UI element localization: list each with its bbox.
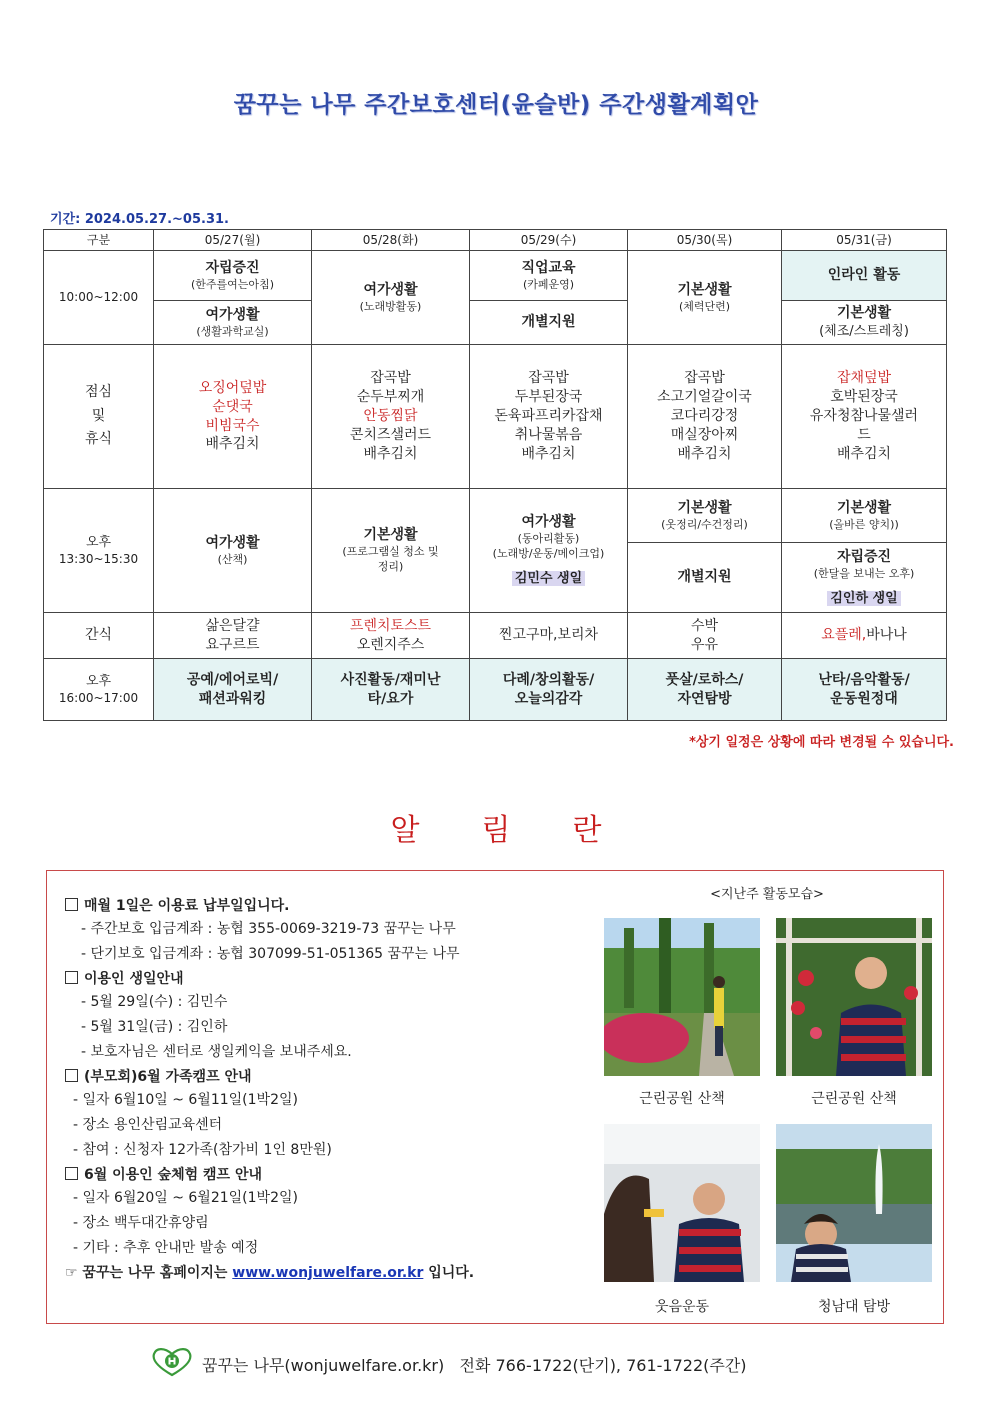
snack-item: 우유 (690, 636, 719, 653)
notice-heading-text: (부모회)6월 가족캠프 안내 (84, 1069, 252, 1085)
afternoon-label-1: 오후 (85, 534, 112, 550)
checkbox-icon (65, 971, 78, 984)
wed-snack: 찐고구마,보리차 (470, 613, 628, 659)
menu-item: 돈육파프리카잡채 (494, 408, 603, 425)
notice-heading (65, 895, 595, 915)
col-header-tue: 05/28(화) (312, 230, 470, 251)
menu-item: 취나물볶음 (514, 426, 583, 443)
activity-detail: (옷정리/수건정리) (661, 517, 748, 531)
program-line: 다례/창의활동/ (502, 671, 595, 688)
menu-item: 유자청참나물샐러 (809, 408, 919, 425)
menu-item: 배추김치 (363, 445, 418, 462)
schedule-change-note: *상기 일정은 상황에 따라 변경될 수 있습니다. (689, 735, 954, 750)
program-line: 사진활동/재미난 (340, 671, 441, 688)
notice-item: - 보호자님은 센터로 생일케익을 보내주세요. (81, 1044, 352, 1060)
wed-afternoon (470, 489, 628, 613)
menu-item: 잡채덮밥 (836, 370, 892, 387)
lunch-label-1: 점심 (84, 383, 113, 400)
notice-item: - 참여 : 신청자 12가족(참가비 1인 8만원) (73, 1142, 332, 1158)
activity-title: 여가생활 (205, 306, 260, 323)
thu-late (628, 659, 782, 721)
program-line: 공예/에어로빅/ (186, 671, 279, 688)
fri-morning-bottom (782, 301, 947, 345)
checkbox-icon (65, 1069, 78, 1082)
menu-item: 비빔국수 (205, 417, 260, 434)
notice-item: - 기타 : 추후 안내만 발송 예정 (73, 1240, 259, 1256)
notice-heading-text: 6월 이용인 숲체험 캠프 안내 (84, 1167, 263, 1183)
birthday-badge: 김인하 생일 (827, 591, 900, 606)
header-row (44, 230, 947, 251)
menu-item: 오징어덮밥 (198, 379, 267, 396)
activity-title: 개별지원 (521, 314, 576, 331)
lunch-label-3: 휴식 (84, 431, 113, 448)
col-header-thu: 05/30(목) (628, 230, 782, 251)
homepage-prefix: ☞ 꿈꾸는 나무 홈페이지는 (65, 1265, 228, 1281)
menu-item: 순두부찌개 (356, 389, 425, 406)
menu-item: 소고기얼갈이국 (657, 389, 752, 406)
snack-item: 수박 (690, 617, 719, 634)
late-label (44, 659, 154, 721)
snack-label: 간식 (44, 613, 154, 659)
activity-detail: (프로그램실 청소 및 (342, 545, 439, 559)
page-title: 꿈꾸는 나무 주간보호센터(윤슬반) 주간생활계획안 (233, 92, 759, 118)
activity-title: 여가생활 (205, 534, 260, 551)
snack-row (44, 613, 947, 659)
birthday-wrap (784, 590, 944, 608)
fri-snack (782, 613, 947, 659)
tue-morning (312, 251, 470, 345)
activity-title: 인라인 활동 (827, 267, 901, 284)
activity-detail: (산책) (217, 552, 248, 566)
mon-morning-bottom (154, 301, 312, 345)
wed-morning-bottom (470, 301, 628, 345)
activity-photo-park-1 (604, 918, 760, 1076)
photo-caption: 근린공원 산책 (639, 1091, 725, 1107)
activity-detail: (생활과학교실) (196, 324, 269, 338)
notice-item: - 단기보호 입금계좌 : 농협 307099-51-051365 꿈꾸는 나무 (81, 946, 460, 962)
late-row (44, 659, 947, 721)
afternoon-label (44, 489, 154, 613)
thu-lunch-menu (628, 345, 782, 489)
activity-title: 개별지원 (677, 569, 732, 586)
activity-detail: (한주를여는아침) (191, 277, 274, 291)
lunch-row (44, 345, 947, 489)
menu-item: 배추김치 (836, 445, 892, 462)
mon-snack (154, 613, 312, 659)
notice-box (46, 870, 944, 1324)
weekly-schedule-table (43, 229, 947, 721)
program-line: 자연탐방 (677, 690, 732, 707)
notice-heading (65, 1066, 595, 1086)
program-line: 난타/음악활동/ (818, 671, 910, 688)
mon-afternoon (154, 489, 312, 613)
lunch-label-2: 및 (91, 407, 106, 424)
activity-title: 기본생활 (836, 305, 892, 322)
snack-item: 바나나 (866, 627, 907, 644)
activity-detail: (체조/스트레칭) (819, 324, 909, 340)
activity-detail: 정리) (377, 559, 404, 573)
notice-title: 알림란 (390, 813, 664, 848)
birthday-badge: 김민수 생일 (512, 571, 585, 586)
afternoon-label-2: 13:30~15:30 (58, 552, 139, 567)
notice-item: - 주간보호 입금계좌 : 농협 355-0069-3219-73 꿈꾸는 나무 (81, 921, 456, 937)
mon-lunch-menu (154, 345, 312, 489)
photos-title: <지난주 활동모습> (710, 887, 824, 902)
checkbox-icon (65, 898, 78, 911)
photo-caption: 청남대 탐방 (817, 1299, 891, 1315)
notice-heading-text: 이용인 생일안내 (84, 971, 184, 987)
thu-afternoon-top (628, 489, 782, 543)
menu-item: 드 (857, 426, 871, 443)
program-line: 풋살/로하스/ (665, 671, 744, 688)
footer (150, 1347, 747, 1381)
thu-morning (628, 251, 782, 345)
late-label-1: 오후 (85, 673, 112, 689)
mon-late (154, 659, 312, 721)
fri-afternoon-bottom (782, 543, 947, 613)
notice-item: - 일자 6월10일 ~ 6월11일(1박2일) (73, 1092, 298, 1108)
afternoon-row (44, 489, 947, 543)
period-label: 기간: 2024.05.27.~05.31. (50, 212, 229, 227)
homepage-link[interactable]: www.wonjuwelfare.or.kr (232, 1265, 424, 1281)
notice-heading-text: 매월 1일은 이용료 납부일입니다. (84, 898, 290, 914)
activity-detail: (한달을 보내는 오후) (813, 566, 915, 580)
activity-title: 기본생활 (677, 499, 732, 516)
thu-snack (628, 613, 782, 659)
tue-late (312, 659, 470, 721)
menu-item: 배추김치 (677, 445, 732, 462)
col-header-fri: 05/31(금) (782, 230, 947, 251)
activity-title: 기본생활 (677, 281, 732, 298)
fri-morning-top (782, 251, 947, 301)
menu-item: 배추김치 (521, 445, 576, 462)
wed-lunch-menu (470, 345, 628, 489)
menu-item: 안동찜닭 (363, 408, 418, 425)
activity-detail: (동아리활동) (517, 532, 580, 546)
snack-item: 프렌치토스트 (349, 617, 432, 634)
activity-photo-fountain (776, 1124, 932, 1282)
morning-row (44, 251, 947, 301)
menu-item: 콘치즈샐러드 (349, 426, 432, 443)
footer-text: 꿈꾸는 나무(wonjuwelfare.or.kr) 전화 766-1722(단기), 761-1722(주간) (202, 1355, 747, 1375)
activity-title: 여가생활 (521, 514, 576, 531)
menu-item: 배추김치 (205, 436, 260, 453)
activity-title: 자립증진 (205, 259, 260, 276)
fri-lunch-menu (782, 345, 947, 489)
program-line: 타/요가 (367, 690, 414, 707)
heart-logo-icon (150, 1347, 194, 1381)
notice-item: - 장소 용인산림교육센터 (73, 1117, 223, 1133)
program-line: 운동원정대 (830, 690, 898, 707)
notice-heading (65, 968, 595, 988)
activity-photo-laughter (604, 1124, 760, 1282)
birthday-wrap (472, 570, 625, 588)
activity-title: 여가생활 (363, 281, 418, 298)
checkbox-icon (65, 1167, 78, 1180)
homepage-suffix: 입니다. (428, 1265, 475, 1281)
wed-morning-top (470, 251, 628, 301)
menu-item: 두부된장국 (514, 389, 583, 406)
homepage-line (65, 1262, 595, 1282)
snack-item: 삶은달걀 (205, 617, 260, 634)
col-header-mon: 05/27(월) (154, 230, 312, 251)
program-line: 패션과워킹 (198, 690, 267, 707)
activity-detail: (체력단련) (678, 299, 731, 313)
late-label-2: 16:00~17:00 (58, 691, 139, 706)
notice-heading (65, 1164, 595, 1184)
morning-time-label: 10:00~12:00 (44, 251, 154, 345)
menu-item: 호박된장국 (830, 389, 898, 406)
tue-snack (312, 613, 470, 659)
notice-item: - 일자 6월20일 ~ 6월21일(1박2일) (73, 1190, 298, 1206)
activity-detail: (올바른 양치)) (829, 517, 899, 531)
snack-item: 오렌지주스 (356, 636, 425, 653)
fri-afternoon-top (782, 489, 947, 543)
tue-lunch-menu (312, 345, 470, 489)
notice-list (65, 893, 595, 1285)
mon-morning-top (154, 251, 312, 301)
activity-title: 기본생활 (836, 499, 892, 516)
menu-item: 잡곡밥 (370, 370, 411, 387)
fri-late (782, 659, 947, 721)
lunch-label (44, 345, 154, 489)
menu-item: 잡곡밥 (528, 370, 569, 387)
activity-detail: (노래방활동) (359, 299, 422, 313)
snack-item-red: 요플레, (821, 627, 867, 644)
notice-item: - 5월 29일(수) : 김민수 (81, 994, 228, 1010)
menu-item: 잡곡밥 (684, 370, 725, 387)
snack-item: 요구르트 (205, 636, 260, 653)
morning-row-2 (44, 301, 947, 345)
notice-item: - 장소 백두대간휴양림 (73, 1215, 209, 1231)
activity-title: 자립증진 (836, 548, 892, 565)
photo-caption: 근린공원 산책 (811, 1091, 897, 1107)
activity-title: 직업교육 (521, 259, 576, 276)
activity-title: 기본생활 (363, 527, 418, 544)
program-line: 오늘의감각 (514, 690, 583, 707)
tue-afternoon (312, 489, 470, 613)
photo-caption: 웃음운동 (654, 1299, 710, 1315)
col-header-wed: 05/29(수) (470, 230, 628, 251)
activity-detail: (카페운영) (522, 277, 575, 291)
menu-item: 코다리강정 (670, 408, 739, 425)
thu-afternoon-bottom (628, 543, 782, 613)
menu-item: 순댓국 (212, 398, 253, 415)
menu-item: 매실장아찌 (670, 426, 739, 443)
wed-late (470, 659, 628, 721)
notice-item: - 5월 31일(금) : 김인하 (81, 1019, 228, 1035)
activity-photo-park-2 (776, 918, 932, 1076)
col-header-category: 구분 (44, 230, 154, 251)
activity-detail: (노래방/운동/메이크업) (492, 547, 605, 561)
